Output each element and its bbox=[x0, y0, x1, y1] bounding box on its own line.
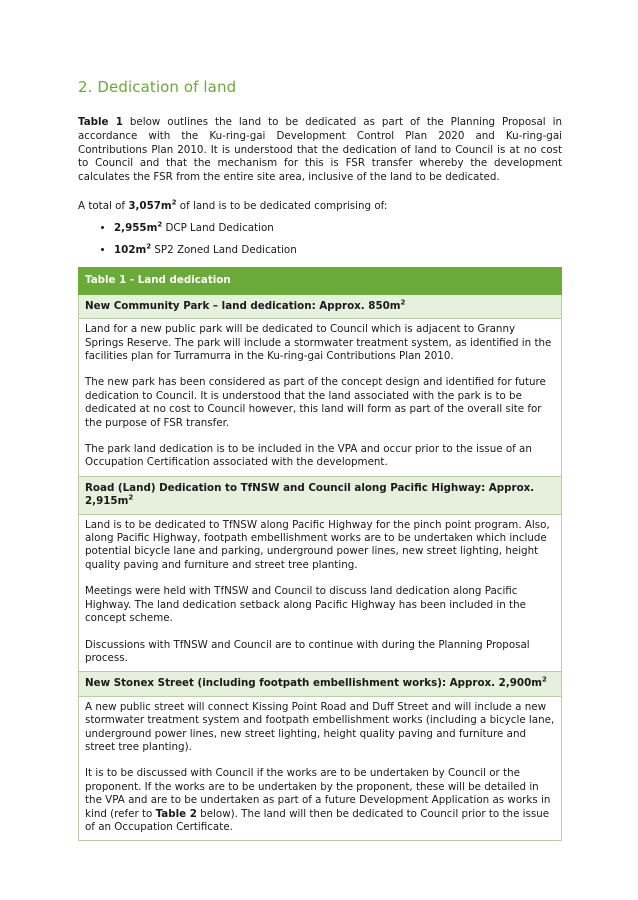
table-paragraph: The new park has been considered as part of the concept design and identified for future dedication to Council. It is understood that the land associated with the park is to be dedicated at no cost to Council however, this land will form as part of the overall site for the purpose of FSR transfer. bbox=[85, 376, 546, 429]
total-amount: $3,057m^2$ bbox=[128, 198, 177, 212]
section-heading: 2. Dedication of land bbox=[78, 78, 237, 96]
section-header-stonex-street: New Stonex Street (including footpath embellishment works): Approx. $2,900m^2$ bbox=[79, 672, 562, 696]
table-paragraph: Meetings were held with TfNSW and Council to discuss land dedication along Pacific Highway. The land dedication setback along Pacific Highway has been included in the concept scheme. bbox=[85, 585, 526, 625]
table-reference: Table 1 bbox=[78, 116, 123, 128]
total-paragraph bbox=[78, 200, 562, 214]
table-paragraph: The park land dedication is to be included in the VPA and occur prior to the issue of an Occupation Certification associated with the development. bbox=[85, 443, 532, 469]
table-title: Table 1 - Land dedication bbox=[79, 268, 562, 294]
dedication-list bbox=[78, 222, 562, 258]
document-page bbox=[78, 78, 562, 841]
section-body-road-dedication bbox=[79, 514, 562, 672]
intro-paragraph bbox=[78, 116, 562, 185]
table-paragraph: A new public street will connect Kissing Point Road and Duff Street and will include a new stormwater treatment system and footpath embellishment works (including a bicycle lane, underground power lines, new street lighting, height quality paving and furniture and street tree planting). bbox=[85, 700, 555, 753]
list-item: • $102m^2$ SP2 Zoned Land Dedication bbox=[114, 244, 562, 258]
table-2-reference: Table 2 bbox=[155, 807, 197, 820]
section-header-road-dedication: Road (Land) Dedication to TfNSW and Council along Pacific Highway: Approx. $2,915m^2$ bbox=[79, 476, 562, 514]
table-paragraph: It is to be discussed with Council if the works are to be undertaken by Council or the proponent. If the works are to be undertaken by the proponent, these will be detailed in the VPA and are to be undertaken as part of a future Development Application as works in kind (refer to Table 2 below). The land will then be dedicated to Council prior to the issue of an Occupation Certificate. bbox=[85, 767, 551, 833]
land-dedication-table bbox=[78, 267, 562, 841]
total-prefix: A total of bbox=[78, 199, 129, 212]
table-paragraph: Discussions with TfNSW and Council are to continue with during the Planning Proposal process. bbox=[85, 638, 530, 664]
section-body-community-park bbox=[79, 319, 562, 477]
table-paragraph: Land for a new public park will be dedicated to Council which is adjacent to Granny Springs Reserve. The park will include a stormwater treatment system, as identified in the facilities plan for Turramurra in the Ku-ring-gai Contributions Plan 2010. bbox=[85, 323, 552, 362]
intro-text: below outlines the land to be dedicated as part of the Planning Proposal in accordance with the Ku-ring-gai Development Control Plan 2020 and Ku-ring-gai Contributions Plan 2010. It is understood that the dedication of land to Council is at no cost to Council and that the mechanism for this is FSR transfer whereby the development calculates the FSR from the entire site area, inclusive of the land to be dedicated. bbox=[78, 116, 562, 184]
section-header-community-park: New Community Park – land dedication: Approx. $850m^2$ bbox=[79, 294, 562, 318]
section-body-stonex-street bbox=[79, 696, 562, 841]
table-paragraph: Land is to be dedicated to TfNSW along Pacific Highway for the pinch point program. Also, along Pacific Highway, footpath embellishment works are to be undertaken which include potential bicycle lane and parking, underground power lines, new street lighting, height quality paving and furniture and street tree planting. bbox=[85, 518, 550, 571]
list-item: • $2,955m^2$ DCP Land Dedication bbox=[114, 222, 562, 236]
total-suffix: of land is to be dedicated comprising of: bbox=[176, 199, 388, 212]
